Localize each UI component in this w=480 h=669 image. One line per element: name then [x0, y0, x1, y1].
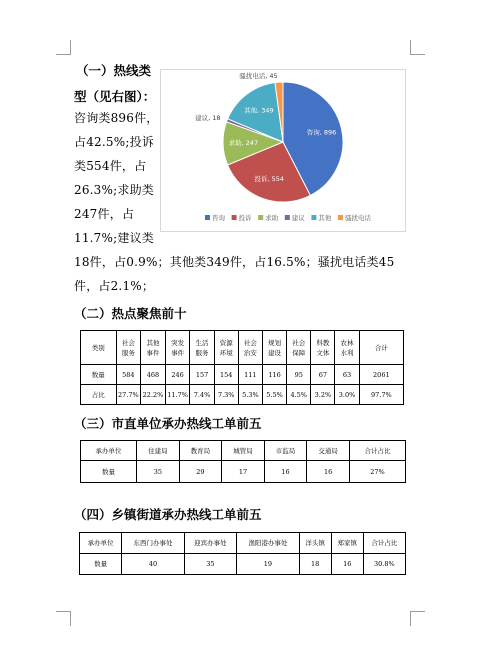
city-units-table-header-cell — [349, 441, 405, 461]
section4-heading: （四）乡镇街道承办热线工单前五 — [74, 507, 262, 522]
legend-swatch — [205, 215, 210, 220]
pie-data-label: 投诉, 554 — [254, 175, 285, 184]
hotspot-table-cell: 157 — [190, 365, 214, 385]
hotspot-table-cell: 3.0% — [335, 385, 359, 405]
hotspot-table-cell: 22.2% — [141, 385, 166, 405]
city-units-table-header-text: 合计占比 — [364, 446, 391, 455]
city-units-table-cell: 35 — [137, 461, 180, 483]
hotspot-table-cell: 数量 — [81, 365, 117, 385]
town-streets-table-cell: 35 — [184, 554, 236, 575]
hotspot-table-header-text: 事件 — [171, 348, 185, 357]
city-units-table-header-text: 承办单位 — [95, 446, 122, 455]
section3-heading: （三）市直单位承办热线工单前五 — [74, 416, 262, 431]
hotspot-table-cell: 95 — [287, 365, 311, 385]
hotspot-table-header-text: 突发 — [171, 338, 185, 347]
hotspot-table-cell: 4.5% — [287, 385, 311, 405]
city-units-table-header-text: 教育局 — [190, 446, 211, 455]
hotspot-table-cell: 7.4% — [190, 385, 214, 405]
town-streets-table-header-text: 渔阳港办事处 — [248, 539, 288, 547]
hotspot-table-header-text: 类别 — [91, 343, 105, 352]
city-units-table-header-text: 住建局 — [148, 446, 168, 455]
hotspot-table-header-text: 服务 — [121, 348, 135, 357]
hotspot-table-cell: 占比 — [81, 385, 117, 405]
town-streets-table-header-cell — [184, 533, 236, 554]
town-streets-table-cell: 19 — [237, 554, 300, 575]
legend-swatch — [338, 215, 343, 220]
town-streets-table-cell: 30.8% — [363, 554, 405, 575]
legend-entry: 咨询 — [212, 214, 225, 222]
hotspot-table-cell: 116 — [262, 365, 286, 385]
town-streets-table-header-text: 洋头镇 — [305, 539, 325, 547]
hotspot-table-header-text: 科教 — [316, 338, 330, 347]
legend-entry: 其他 — [318, 214, 332, 222]
hotspot-table-header-cell — [359, 331, 403, 365]
section1-heading-line1: （一）热线类 — [76, 63, 152, 78]
section1-line: 26.3%;求助类 — [74, 183, 154, 197]
hotspot-table-header-text: 治安 — [243, 348, 257, 357]
legend-entry: 投诉 — [238, 214, 252, 222]
hotspot-table-header-text: 合计 — [374, 343, 388, 352]
legend-swatch — [258, 215, 263, 220]
city-units-table-header-cell — [264, 441, 307, 461]
city-units-table-cell: 16 — [307, 461, 350, 483]
hotspot-table-cell: 67 — [311, 365, 335, 385]
legend-entry: 求助 — [265, 214, 279, 222]
city-units-table-header-cell — [222, 441, 265, 461]
town-streets-table-header-row — [80, 533, 406, 554]
hotspot-table-header-text: 社会 — [121, 338, 135, 347]
legend-entry: 骚扰电话 — [345, 214, 371, 222]
town-streets-table-header-cell — [80, 533, 122, 554]
city-units-table-cell: 29 — [179, 461, 222, 483]
hotspot-table-cell: 111 — [238, 365, 262, 385]
hotspot-table-header-text: 其他 — [146, 338, 160, 347]
city-units-table-header-cell — [137, 441, 180, 461]
pie-data-label: 骚扰电话, 45 — [239, 72, 278, 81]
crop-mark-top-left — [56, 40, 71, 55]
city-units-table-header-cell — [307, 441, 350, 461]
legend-swatch — [311, 215, 316, 220]
crop-mark-bottom-right — [410, 611, 425, 626]
section1-line: 类554件，占 — [74, 159, 147, 173]
hotspot-table-cell: 154 — [214, 365, 238, 385]
legend-swatch — [232, 215, 237, 220]
town-streets-table-cell: 数量 — [80, 554, 122, 575]
section1-line: 247件，占 — [74, 207, 135, 221]
hotspot-table-header-text: 规划 — [268, 338, 282, 347]
town-streets-table-row — [80, 554, 406, 575]
hotspot-table-cell: 63 — [335, 365, 359, 385]
hotspot-table-cell: 11.7% — [165, 385, 190, 405]
hotspot-table-header-cell — [287, 331, 311, 365]
hotspot-table-header-text: 文体 — [316, 348, 330, 357]
town-streets-table — [79, 532, 406, 575]
hotspot-table-header-text: 建设 — [268, 348, 282, 357]
city-units-table-header-row — [81, 441, 406, 461]
section1-line-full: 件，占2.1%； — [74, 279, 155, 293]
hotspot-table-header-cell — [116, 331, 141, 365]
hotspot-table-cell: 97.7% — [359, 385, 403, 405]
hotspot-table-header-cell — [311, 331, 335, 365]
pie-chart — [161, 70, 405, 231]
hotspot-table-row — [81, 365, 404, 385]
city-units-table-cell: 16 — [264, 461, 307, 483]
pie-data-label: 其他, 349 — [244, 106, 274, 115]
section1-line: 咨询类896件， — [74, 111, 159, 125]
hotspot-table-header-cell — [165, 331, 190, 365]
city-units-table-header-text: 市监局 — [275, 446, 296, 455]
legend-swatch — [285, 215, 290, 220]
hotspot-table-header-text: 社会 — [243, 338, 257, 347]
crop-mark-top-right — [410, 40, 425, 55]
hotspot-table-header-text: 服务 — [195, 348, 209, 357]
town-streets-table-header-text: 迎宾办事处 — [194, 539, 227, 547]
hotspot-table-header-text: 事件 — [146, 348, 160, 357]
hotspot-table-header-text: 农林 — [340, 338, 354, 347]
hotspot-table-header-cell — [81, 331, 117, 365]
town-streets-table-header-text: 郑家镇 — [337, 539, 357, 547]
hotspot-table-cell: 5.5% — [262, 385, 286, 405]
city-units-table-header-cell — [81, 441, 137, 461]
town-streets-table-header-cell — [299, 533, 331, 554]
city-units-table — [80, 440, 406, 483]
pie-data-label: 求助, 247 — [228, 139, 259, 147]
section1-line: 11.7%;建议类 — [74, 231, 154, 245]
town-streets-table-cell: 40 — [122, 554, 185, 575]
crop-mark-bottom-left — [56, 611, 71, 626]
pie-chart-container — [160, 69, 406, 232]
hotspot-table-header-text: 水利 — [340, 348, 354, 357]
city-units-table-header-cell — [179, 441, 222, 461]
hotspot-table-header-cell — [141, 331, 166, 365]
city-units-table-cell: 数量 — [81, 461, 137, 483]
hotspot-table-header-cell — [214, 331, 238, 365]
city-units-table-cell: 27% — [349, 461, 405, 483]
town-streets-table-header-cell — [331, 533, 363, 554]
town-streets-table-header-cell — [122, 533, 185, 554]
city-units-table-row — [81, 461, 406, 483]
city-units-table-cell: 17 — [222, 461, 265, 483]
town-streets-table-cell: 18 — [299, 554, 331, 575]
hotspot-table-header-cell — [262, 331, 286, 365]
city-units-table-header-text: 交通局 — [318, 446, 338, 455]
hotspot-table-row — [81, 385, 404, 405]
hotspot-table-cell: 7.3% — [214, 385, 238, 405]
hotspot-table-cell: 2061 — [359, 365, 403, 385]
hotspot-table-header-cell — [238, 331, 262, 365]
town-streets-table-header-text: 东西门办事处 — [133, 539, 173, 547]
hotspot-table-header-cell — [335, 331, 359, 365]
hotspot-table-cell: 468 — [141, 365, 166, 385]
hotspot-table — [80, 330, 404, 405]
hotspot-table-header-text: 保障 — [292, 348, 306, 357]
hotspot-table-header-text: 资源 — [219, 338, 233, 347]
section1-line-full: 18件，占0.9%；其他类349件，占16.5%；骚扰电话类45 — [74, 255, 395, 269]
hotspot-table-header-text: 环境 — [219, 348, 233, 357]
legend-entry: 建议 — [291, 214, 305, 222]
hotspot-table-cell: 27.7% — [116, 385, 141, 405]
town-streets-table-header-text: 合计占比 — [371, 539, 398, 547]
section1-heading-line2: 型（见右图）： — [74, 89, 156, 104]
hotspot-table-cell: 3.2% — [311, 385, 335, 405]
section1-line: 占42.5%;投诉 — [74, 135, 154, 149]
hotspot-table-header-cell — [190, 331, 214, 365]
hotspot-table-cell: 246 — [165, 365, 190, 385]
section2-heading: （二）热点聚焦前十 — [74, 306, 187, 321]
hotspot-table-header-row — [81, 331, 404, 365]
hotspot-table-header-text: 生活 — [195, 338, 209, 347]
town-streets-table-cell: 16 — [331, 554, 363, 575]
city-units-table-header-text: 城管局 — [233, 446, 253, 455]
pie-data-label: 建议, 18 — [195, 114, 221, 123]
pie-data-label: 咨询, 896 — [306, 128, 337, 137]
hotspot-table-cell: 584 — [116, 365, 141, 385]
town-streets-table-header-text: 承办单位 — [87, 539, 114, 547]
town-streets-table-header-cell — [363, 533, 405, 554]
hotspot-table-cell: 5.3% — [238, 385, 262, 405]
town-streets-table-header-cell — [237, 533, 300, 554]
hotspot-table-header-text: 社会 — [292, 338, 306, 347]
